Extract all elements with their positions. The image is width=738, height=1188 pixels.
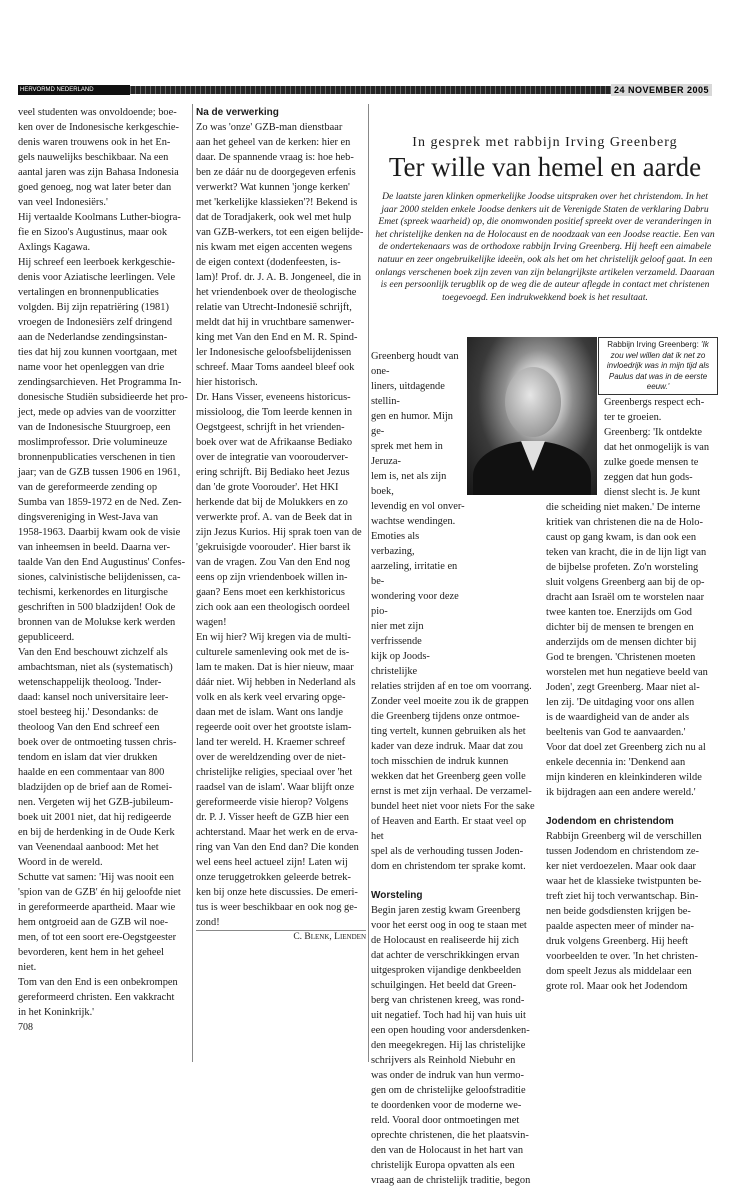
text-line: nier met zijn verfrissende (371, 621, 424, 647)
text-line: lam te maken. Dat is hier nieuw, maar (196, 662, 354, 673)
text-line: Dr. Hans Visser, eveneens historicus- (196, 392, 351, 403)
text-line: achterstand. Maar het werk en de erva- (196, 827, 358, 838)
article-headline: Ter wille van hemel en aarde (388, 152, 702, 182)
text-line: een open houding voor andersdenken- (371, 1025, 530, 1036)
text-line: berg van christenen kreeg, was rond- (371, 995, 525, 1006)
text-line: kijk op Joods-christelijke (371, 651, 430, 677)
text-line: niet. (18, 962, 37, 973)
text-line: dom speelt Jezus als middelaar een (546, 966, 692, 977)
text-line: name voor het openleggen van drie (18, 362, 165, 373)
text-line: dat de Toradjakerk, ook wel met hulp (196, 212, 352, 223)
column-divider (192, 104, 193, 1062)
text-line: verwerkte prof. A. van de Beek dat in (196, 512, 353, 523)
text-line: ler Indonesische geloofsbelijdenissen (196, 347, 352, 358)
text-line: ject, mede op advies van de voorzitter (18, 407, 176, 418)
text-line: van de vragen. Zou Van den End nog (196, 557, 350, 568)
text-line: Rabbijn Greenberg wil de verschillen (546, 831, 702, 842)
text-line: caust op gang kwam, is dan ook een (546, 532, 697, 543)
text-line: liners, uitdagende stellin- (371, 381, 445, 407)
text-line: haalde en een commentaar van 800 (18, 767, 165, 778)
text-line: zich ook aan een theologisch oordeel (196, 602, 350, 613)
text-line: Greenberg: 'Ik ontdekte (604, 427, 703, 438)
text-line: paalde aspecten meer of minder na- (546, 921, 694, 932)
text-line: nis kwam met eigen accenten wegens (196, 242, 353, 253)
text-line: van veel Indonesiërs.' (18, 197, 108, 208)
text-line: dat het onmogelijk is van (604, 442, 710, 453)
text-line: voorbeelden te over. 'In het christen- (546, 951, 698, 962)
text-line: 1958-1963. Daarbij kwam ook de visie (18, 527, 181, 538)
column-3 (371, 349, 536, 1188)
column-divider (368, 104, 369, 1062)
section-heading-jodendom: Jodendom en christendom (546, 816, 674, 827)
text-line: denis waren trouwens ook in het En- (18, 137, 171, 148)
text-line: schreef. Maar Toms aandeel bleef ook (196, 362, 355, 373)
text-line: sprek met hem in Jeruza- (371, 441, 443, 467)
column-4-text (546, 500, 718, 800)
text-line: Van den End beschouwt zichzelf als (18, 647, 168, 658)
text-line: kader van deze indruk. Maar dat zou (371, 741, 524, 752)
text-line: aarzeling, irritatie en be- (371, 561, 458, 587)
text-line: het vriendenboek over de theologische (196, 287, 357, 298)
text-line: daar. De spannende vraag is: hoe heb- (196, 152, 354, 163)
text-line: moslimprofessor. Drie volumineuze (18, 437, 168, 448)
text-line: vertalingen en bronnenpublicaties (18, 287, 159, 298)
text-line: Greenberg houdt van one- (371, 351, 459, 377)
text-line: theoloog Van den End schreef een (18, 722, 160, 733)
text-line: in het Koninkrijk.' (18, 1007, 95, 1018)
text-line: ering schrijft. Bij Bediako heet Jezus (196, 467, 350, 478)
text-line: relaties strijden af en toe om voorrang. (371, 681, 532, 692)
text-line: van Veenendaal aanbood: Met het (18, 842, 159, 853)
text-line: eens op zijn vriendenboek willen in- (196, 572, 348, 583)
text-line: aan de Nederlandse zendingsinstan- (18, 332, 168, 343)
publication-name: HERVORMD NEDERLAND (18, 85, 130, 95)
text-line: bladzijden op de brief aan de Romei- (18, 782, 173, 793)
text-line: ik bijdragen aan een andere wereld.' (546, 787, 696, 798)
text-line: jaar; van de GZB tussen 1906 en 1961, (18, 467, 181, 478)
text-line: kritiek van christenen die na de Holo- (546, 517, 703, 528)
caption-quote: 'Ik zou wel willen dat ik net zo invloedrijk was in mijn tijd als Paulus dat was in de eerste eeuw.' (606, 340, 710, 391)
text-line: dom en christendom ter sprake komt. (371, 861, 526, 872)
article-kicker: In gesprek met rabbijn Irving Greenberg (412, 135, 678, 150)
text-line: levendig en vol onver- (371, 501, 465, 512)
text-line: daad: kansel noch universitaire leer- (18, 692, 169, 703)
text-line: land ter wereld. H. Kraemer schreef (196, 737, 346, 748)
text-line: men, of tot een soort ere-Oegstgeester (18, 932, 177, 943)
text-line: die scheiding niet maken.' De interne (546, 502, 701, 513)
text-line: bronnen van de Molukse kerk werden (18, 617, 176, 628)
text-line: bevorderen, kent hem in het geheel (18, 947, 164, 958)
column-3-text (371, 679, 536, 874)
text-line: raadsel van de islam'. Waar blijft onze (196, 782, 355, 793)
text-line: christelijke religies, speciaal over 'het (196, 767, 353, 778)
text-line: gereformeerd christen. Een vakkracht (18, 992, 175, 1003)
text-line: bundel heet niet voor niets For the sake (371, 801, 535, 812)
text-line: missioloog, die Tom leerde kennen in (196, 407, 353, 418)
text-line: ben ze dáár nu de doorgegeven erfenis (196, 167, 356, 178)
text-line: dáár niet. Wij hebben in Nederland als (196, 677, 356, 688)
text-line: wel eens heel actueel zijn! Laten wij (196, 857, 348, 868)
text-line: van de gereformeerde zending op (18, 482, 158, 493)
text-line: siones, calvinistische belijdenissen, ca- (18, 572, 181, 583)
text-line: vraag aan de christelijk traditie, begon (371, 1175, 531, 1186)
text-line: onze teruggetrokken geleerde betrek- (196, 872, 351, 883)
text-line: en bij de herdenking in de Oude Kerk (18, 827, 175, 838)
text-line: ker niet verdoezelen. Maar ook daar (546, 861, 697, 872)
text-line: ter te groeien. (604, 412, 662, 423)
text-line: lam)! Prof. dr. J. A. B. Jongeneel, die in (196, 272, 362, 283)
text-line: volk en als kerk veel ervaring opge- (196, 692, 346, 703)
text-line: anderzijds om de mensen dichter bij (546, 637, 697, 648)
text-line: stoel besteeg hij.' Desondanks: de (18, 707, 159, 718)
text-line: schuilgingen. Het beeld dat Green- (371, 980, 517, 991)
text-line: geschriften in 500 bladzijden! Ook de (18, 602, 176, 613)
text-line: uit negatief. Toch had hij van huis uit (371, 1010, 526, 1021)
text-line: is de waardigheid van de ander als (546, 712, 690, 723)
text-line: wagen! (196, 617, 227, 628)
text-line: bronnenpublicaties verschenen in tien (18, 452, 176, 463)
text-line: aan het geheel van de kerken: hier en (196, 137, 351, 148)
text-line: Hij schreef een leerboek kerkgeschie- (18, 257, 175, 268)
text-line: over de wereldzending over de niet- (196, 752, 346, 763)
text-line: de eigen context (dodenfeesten, is- (196, 257, 341, 268)
text-line: christelijk Europa opvatten als een (371, 1160, 515, 1171)
text-line: wondering voor deze pio- (371, 591, 459, 617)
section-heading-worsteling: Worsteling (371, 890, 423, 901)
text-line: ties dat hij zou kunnen voortgaan, met (18, 347, 177, 358)
text-line: schrijvers als Reinhold Niebuhr en (371, 1055, 516, 1066)
text-line: de bijbelse profeten. Zo'n worsteling (546, 562, 699, 573)
text-line: treft ziet hij toch verwantschap. Bin- (546, 891, 699, 902)
column-3-intro-text (371, 349, 465, 679)
text-line: boek over de ontmoeting tussen chris- (18, 737, 177, 748)
text-line: waar het de klassieke twistpunten be- (546, 876, 702, 887)
text-line: wekken dat het Greenberg geen volle (371, 771, 526, 782)
text-line: den van de Holocaust in het hart van (371, 1145, 524, 1156)
text-line: boek over wat de Afrikaanse Bediako (196, 437, 353, 448)
text-line: zond! (196, 917, 220, 928)
text-line: oprechte christenen, die het plaatsvin- (371, 1130, 529, 1141)
column-4 (546, 349, 718, 994)
text-line: gereformeerde visie hierop? Volgens (196, 797, 349, 808)
text-line: gepubliceerd. (18, 632, 75, 643)
text-line: Tom van den End is een onbekrompen (18, 977, 178, 988)
issue-date: 24 NOVEMBER 2005 (611, 84, 712, 96)
text-line: Hij vertaalde Koolmans Luther-biogra- (18, 212, 181, 223)
text-line: 'spion van de GZB' én hij geloofde niet (18, 887, 181, 898)
column-2-text (196, 120, 366, 930)
text-line: culturele samenleving ook met de is- (196, 647, 350, 658)
column-1-text (18, 105, 190, 1020)
text-line: king met Van den End en M. R. Spind- (196, 332, 358, 343)
text-line: tussen Jodendom en christendom ze- (546, 846, 699, 857)
text-line: de Holocaust en realiseerde hij zich (371, 935, 520, 946)
text-line: van de Indonesische Stuurgroep, een (18, 422, 171, 433)
text-line: taalde Van den End Augustinus' Confes- (18, 557, 186, 568)
text-line: Zo was 'onze' GZB-man dienstbaar (196, 122, 343, 133)
text-line: donesische Studiën subsidieerde het pro- (18, 392, 188, 403)
text-line: van GZB-werkers, tot een eigen belijde- (196, 227, 364, 238)
text-line: 'gekruisigde voorouder'. Hier barst ik (196, 542, 351, 553)
text-line: ken over de Indonesische kerkgeschie- (18, 122, 179, 133)
text-line: reld. Vooral door ontmoetingen met (371, 1115, 520, 1126)
text-line: ambachtsman, niet als (systematisch) (18, 662, 173, 673)
text-line: zulke goede mensen te (604, 457, 699, 468)
text-line: uitgesproken vijandige denkbeelden (371, 965, 522, 976)
column-3-text-2 (371, 903, 536, 1188)
text-line: tus is weer beschikbaar en ook nog ge- (196, 902, 358, 913)
text-line: dichter bij de mensen te brengen en (546, 622, 694, 633)
article-end-rule (196, 930, 366, 931)
text-line: Greenbergs respect ech- (604, 397, 705, 408)
text-line: met 'kerkelijke klassieken'?! Bekend is (196, 197, 358, 208)
text-line: zijn Jezus Kurios. Hij sprak toen van de (196, 527, 362, 538)
text-line: relatie van Utrecht-Indonesië schrijft, (196, 302, 352, 313)
text-line: hier historisch. (196, 377, 258, 388)
text-line: regeerde ooit over het grootste islam- (196, 722, 352, 733)
text-line: ernst is met zijn verhaal. De verzamel- (371, 786, 532, 797)
text-line: twee kanten toe. Enerzijds om God (546, 607, 693, 618)
text-line: dracht aan Israël om te worstelen naar (546, 592, 705, 603)
column-2 (196, 105, 366, 945)
column-4-text-2 (546, 829, 718, 994)
text-line: En wij hier? Wij kregen via de multi- (196, 632, 351, 643)
text-line: zeggen dat hun gods- (604, 472, 693, 483)
text-line: Emoties als verbazing, (371, 531, 420, 557)
text-line: veel studenten was onvoldoende; boe- (18, 107, 177, 118)
text-line: len zij. 'De uitdaging voor ons allen (546, 697, 695, 708)
section-heading: Na de verwerking (196, 107, 279, 118)
text-line: die Greenberg tijdens onze ontmoe- (371, 711, 520, 722)
column-4-intro-text (604, 395, 718, 500)
text-line: volgden. Bij zijn repatriëring (1981) (18, 302, 169, 313)
text-line: God te brengen. 'Christenen moeten (546, 652, 696, 663)
text-line: ting vertelt, kunnen gebruiken als het (371, 726, 526, 737)
text-line: fie en Sizoo's Augustinus, maar ook (18, 227, 168, 238)
text-line: nen. Vergeten wij het GZB-jubileum- (18, 797, 174, 808)
text-line: druk volgens Greenberg. Hij heeft (546, 936, 689, 947)
text-line: van inheemsen in beeld. Daarna ver- (18, 542, 171, 553)
text-line: goed genoeg, nog wat later beter dan (18, 182, 172, 193)
text-line: nen beide godsdiensten krijgen be- (546, 906, 691, 917)
text-line: hem ontgroeid aan de GZB wil noe- (18, 917, 169, 928)
text-line: enkele decennia in: 'Denkend aan (546, 757, 686, 768)
text-line: gaan? Eens moet een kerkhistoricus (196, 587, 345, 598)
text-line: dingsvereniging in West-Java van (18, 512, 159, 523)
text-line: tendom en islam dat vier drukken (18, 752, 158, 763)
text-line: Sumba van 1859-1972 en de Ned. Zen- (18, 497, 182, 508)
text-line: teken van kracht, die in de lijn ligt van (546, 547, 707, 558)
text-line: dienst slecht is. Je kunt (604, 487, 701, 498)
text-line: dan 'de grote Voorouder'. Het HKI (196, 482, 339, 493)
text-line: grote rol. Maar ook het Jodendom (546, 981, 688, 992)
text-line: techismi, kerkenordes en liturgische (18, 587, 168, 598)
article-intro: De laatste jaren klinken opmerkelijke Joodse uitspraken over het christendom. In het jaar 2000 stelden enkele Joodse denkers uit de Verenigde Staten de verklaring Dabru Emet (spreek waarheid) op, die onomwonden positief spreekt over de veranderingen in het christelijke denken na de Holocaust en de noodzaak van een Joodse reactie. Een van de ondertekenaars was de orthodoxe rabbijn Irving Greenberg. Hij heeft een aimabele natuur en zeer ongebruikelijke ideeën, ook als het om het christelijk geloof gaat. In een onlangs verschenen boek zijn zeven van zijn belangrijkste artikelen verzameld. Daaraan is een persoonlijk terugblik op de weg die de auteur aflegde in contact met christenen toegevoegd. Een indrukwekkend boek is het resultaat. (375, 191, 715, 303)
text-line: vroegen de Indonesiërs zelf dringend (18, 317, 173, 328)
text-line: over de integratie van voorouderver- (196, 452, 349, 463)
text-line: lem is, net als zijn boek, (371, 471, 447, 497)
text-line: te doordenken voor de moderne we- (371, 1100, 522, 1111)
text-line: sluit volgens Greenberg aan bij de op- (546, 577, 705, 588)
text-line: worstelen met hun negatieve beeld van (546, 667, 708, 678)
text-line: ken bij onze hete discussies. De emeri- (196, 887, 358, 898)
text-line: in gereformeerde apartheid. Maar wie (18, 902, 176, 913)
text-line: gels nauwelijks beschikbaar. Na een (18, 152, 169, 163)
column-1 (18, 105, 190, 1035)
text-line: gen om de christelijke geloofstraditie (371, 1085, 526, 1096)
caption-name: Rabbijn Irving Greenberg: (607, 340, 699, 349)
text-line: Oegstgeest, schrijft in het vrienden- (196, 422, 345, 433)
text-line: toch misschien de indruk kunnen (371, 756, 509, 767)
text-line: Woord in de wereld. (18, 857, 103, 868)
text-line: beeltenis van God te aanvaarden.' (546, 727, 686, 738)
text-line: Voor dat doel zet Greenberg zich nu al (546, 742, 706, 753)
text-line: wachtse wendingen. (371, 516, 456, 527)
text-line: Begin jaren zestig kwam Greenberg (371, 905, 521, 916)
text-line: verwerkt? Wat kunnen 'jonge kerken' (196, 182, 350, 193)
text-line: denis voor Aziatische leerlingen. Vele (18, 272, 176, 283)
text-line: mijn kinderen en kleinkinderen wilde (546, 772, 702, 783)
text-line: was onder de indruk van hun vermo- (371, 1070, 524, 1081)
text-line: den meegekregen. Hij las christelijke (371, 1040, 526, 1051)
text-line: gen en humor. Mijn ge- (371, 411, 453, 437)
text-line: daan met de islam. Want ons landje (196, 707, 344, 718)
text-line: Schutte vat samen: 'Hij was nooit een (18, 872, 174, 883)
text-line: meldt dat hij in vruchtbare samenwer- (196, 317, 355, 328)
text-line: zendingsarchieven. Het Programma In- (18, 377, 182, 388)
text-line: Joden', zegt Greenberg. Maar niet al- (546, 682, 700, 693)
text-line: Axlings Kagawa. (18, 242, 91, 253)
author-signature: C. Blenk, Lienden (293, 932, 366, 942)
text-line: aantal jaren was zijn Bahasa Indonesia (18, 167, 179, 178)
text-line: herkende dat bij de Molukkers en zo (196, 497, 348, 508)
text-line: dat achter de verschrikkingen ervan (371, 950, 520, 961)
text-line: ring van Van den End dan? Die konden (196, 842, 359, 853)
text-line: of Heaven and Earth. Er staat veel op het (371, 816, 527, 842)
text-line: voor het eerst oog in oog te staan met (371, 920, 527, 931)
text-line: spel als de verhouding tussen Joden- (371, 846, 524, 857)
page-number: 708 (18, 1022, 33, 1033)
text-line: dr. P. J. Visser heeft de GZB hier een (196, 812, 349, 823)
text-line: Zonder veel moeite zou ik de grappen (371, 696, 529, 707)
text-line: wetenschappelijk theoloog. 'Inder- (18, 677, 162, 688)
text-line: boek uit 2001 niet, dat hij redigeerde (18, 812, 172, 823)
